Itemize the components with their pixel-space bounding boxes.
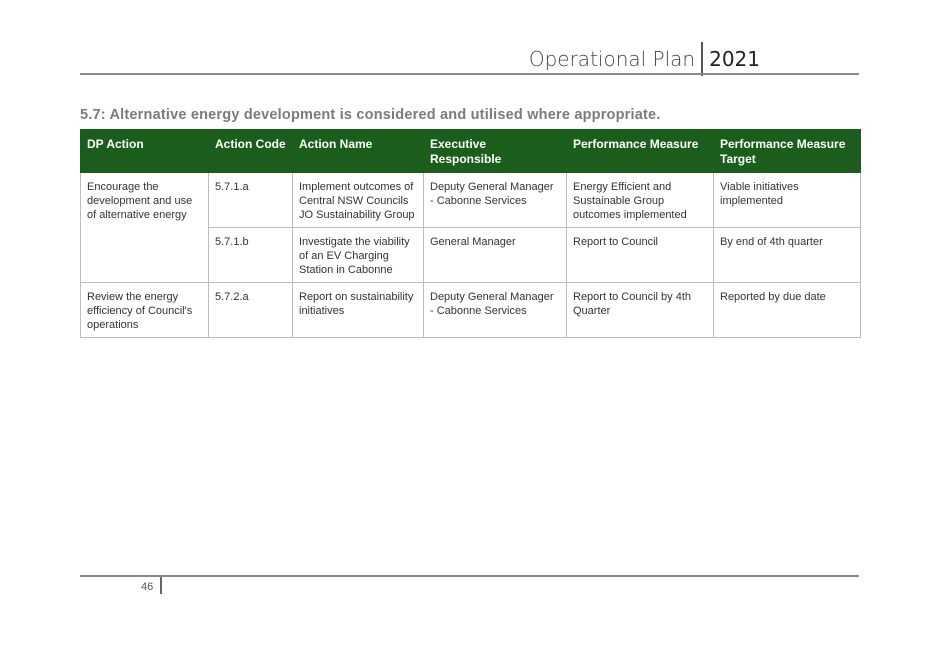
operational-plan-table xyxy=(80,129,861,338)
table-row xyxy=(81,283,861,338)
action-name-cell: Implement outcomes of Central NSW Councils JO Sustainability Group xyxy=(293,173,424,228)
header-rule xyxy=(80,73,859,75)
executive-cell: Deputy General Manager - Cabonne Services xyxy=(424,173,567,228)
header-separator xyxy=(701,42,703,76)
action-name-cell: Report on sustainability initiatives xyxy=(293,283,424,338)
page-number-separator xyxy=(160,577,162,594)
measure-cell: Report to Council by 4th Quarter xyxy=(567,283,714,338)
page-number: 46 xyxy=(141,581,154,593)
table-row xyxy=(81,173,861,228)
executive-cell: Deputy General Manager - Cabonne Services xyxy=(424,283,567,338)
document-title: Operational Plan xyxy=(528,47,696,71)
column-header-executive-responsible: Executive Responsible xyxy=(424,130,567,173)
table-header-row xyxy=(81,130,861,173)
target-cell: Reported by due date xyxy=(714,283,861,338)
section-heading: 5.7: Alternative energy development is considered and utilised where appropriate. xyxy=(80,107,661,123)
target-cell: By end of 4th quarter xyxy=(714,228,861,283)
column-header-performance-measure-target: Performance Measure Target xyxy=(714,130,861,173)
executive-cell: General Manager xyxy=(424,228,567,283)
measure-cell: Energy Efficient and Sustainable Group outcomes implemented xyxy=(567,173,714,228)
column-header-performance-measure: Performance Measure xyxy=(567,130,714,173)
footer-rule xyxy=(80,575,859,577)
action-code-cell: 5.7.1.b xyxy=(209,228,293,283)
target-cell: Viable initiatives implemented xyxy=(714,173,861,228)
document-year: 2021 xyxy=(709,47,760,71)
dp-action-cell: Encourage the development and use of alternative energy xyxy=(81,173,209,283)
page-header xyxy=(529,44,760,74)
measure-cell: Report to Council xyxy=(567,228,714,283)
column-header-dp-action: DP Action xyxy=(81,130,209,173)
dp-action-cell: Review the energy efficiency of Council's operations xyxy=(81,283,209,338)
action-name-cell: Investigate the viability of an EV Charging Station in Cabonne xyxy=(293,228,424,283)
action-code-cell: 5.7.2.a xyxy=(209,283,293,338)
action-code-cell: 5.7.1.a xyxy=(209,173,293,228)
column-header-action-name: Action Name xyxy=(293,130,424,173)
column-header-action-code: Action Code xyxy=(209,130,293,173)
